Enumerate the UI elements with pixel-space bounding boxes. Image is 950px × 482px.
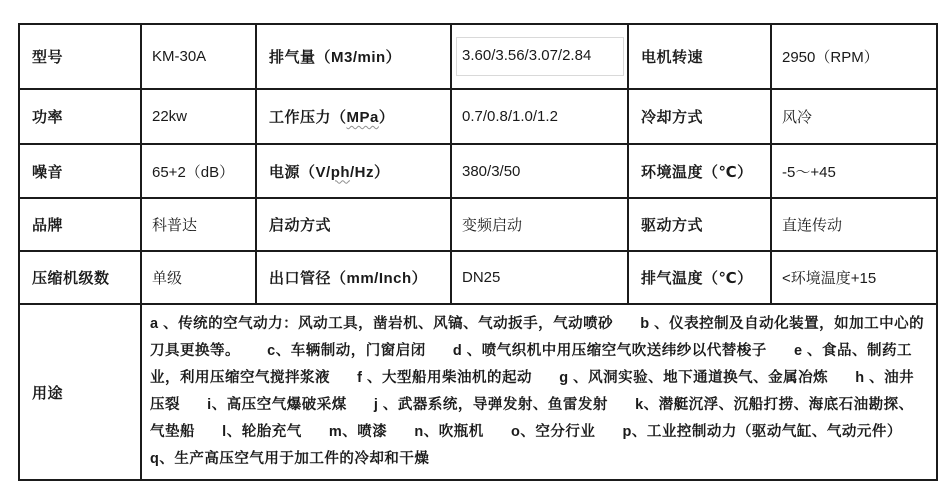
working-pressure-label [256,89,451,144]
cooling-method-value: 风冷 [771,89,937,144]
drive-method-label: 驱动方式 [628,198,771,251]
table-row-brand [19,198,937,251]
cooling-method-label: 冷却方式 [628,89,771,144]
ambient-temperature-value: -5～+45 [771,144,937,198]
outlet-pipe-diameter-label: 出口管径（mm/Inch） [256,251,451,304]
outlet-pipe-diameter-value: DN25 [451,251,628,304]
motor-speed-value: 2950（RPM） [771,24,937,89]
working-pressure-label-post: ） [378,109,395,126]
brand-value: 科普达 [141,198,256,251]
table-row-model [19,24,937,89]
usage-label: 用途 [19,304,141,480]
power-supply-label-ph: ph [330,163,351,181]
spec-table [18,23,938,481]
drive-method-value: 直连传动 [771,198,937,251]
power-supply-label [256,144,451,198]
table-row-usage [19,304,937,480]
ambient-temperature-label: 环境温度（℃） [628,144,771,198]
table-row-noise [19,144,937,198]
start-method-value: 变频启动 [451,198,628,251]
model-label: 型号 [19,24,141,89]
noise-value: 65+2（dB） [141,144,256,198]
discharge-temperature-value: <环境温度+15 [771,251,937,304]
working-pressure-value: 0.7/0.8/1.0/1.2 [451,89,628,144]
table-row-power [19,89,937,144]
motor-speed-label: 电机转速 [628,24,771,89]
displacement-value-cell [451,24,628,89]
noise-label: 噪音 [19,144,141,198]
power-supply-label-pre: 电源（V/ [269,163,331,181]
power-label: 功率 [19,89,141,144]
compressor-stages-label: 压缩机级数 [19,251,141,304]
power-value: 22kw [141,89,256,144]
power-supply-value: 380/3/50 [451,144,628,198]
compressor-stages-value: 单级 [141,251,256,304]
brand-label: 品牌 [19,198,141,251]
displacement-label: 排气量（M3/min） [256,24,451,89]
model-value: KM-30A [141,24,256,89]
table-row-stages [19,251,937,304]
discharge-temperature-label: 排气温度（℃） [628,251,771,304]
usage-text: a 、传统的空气动力：风动工具，凿岩机、风镐、气动扳手，气动喷砂 b 、仪表控制及自动化装置，如加工中心的刀具更换等。 c、车辆制动，门窗启闭 d 、喷气织机中用压缩空气吹送纬纱以代替梭子 e 、食品、制药工业，利用压缩空气搅拌浆液 f 、大型船用柴油机的起动 g 、风洞实验、地下通道换气、金属冶炼 h 、油井压裂 i、高压空气爆破采煤 j 、武器系统，导弹发射、鱼雷发射 k、潜艇沉浮、沉船打捞、海底石油勘探、气垫船 l、轮胎充气 m、喷漆 n、吹瓶机 o、空分行业 p、工业控制动力（驱动气缸、气动元件） q、生产高压空气用于加工件的冷却和干燥 [150,316,930,467]
start-method-label: 启动方式 [256,198,451,251]
usage-text-cell [141,304,937,480]
power-supply-label-post: /Hz） [350,163,390,181]
working-pressure-label-unit: MPa [346,109,379,126]
working-pressure-label-pre: 工作压力（ [269,109,347,126]
displacement-value: 3.60/3.56/3.07/2.84 [456,37,624,76]
